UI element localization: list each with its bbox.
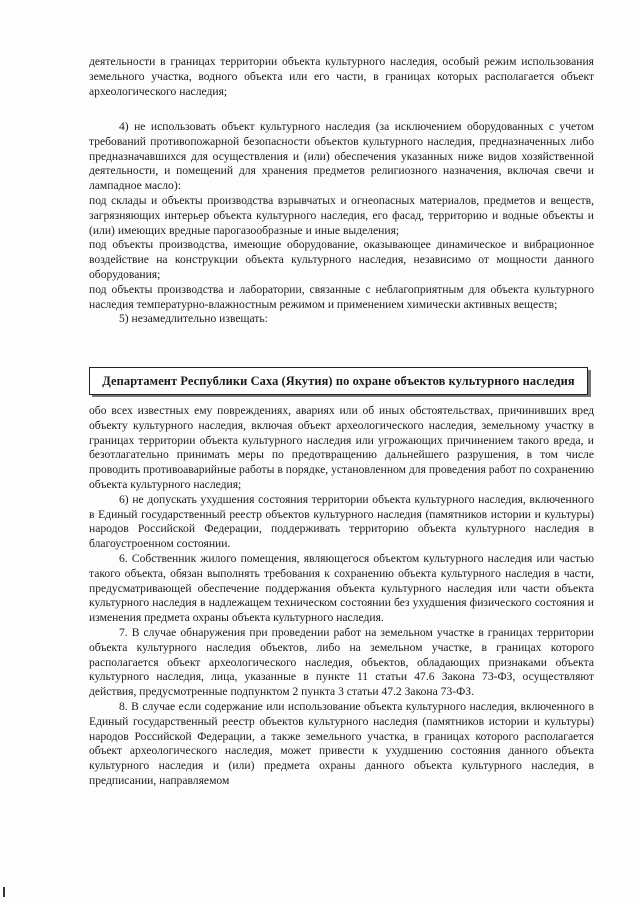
list-item-4-a: под склады и объекты производства взрывчатых и огнеопасных материалов, предметов и веществ, загрязняющих интерьер объекта культурного наследия, его фасад, территорию и водные объекты и (или) имеющих вредные парогазообразные и иные выделения;	[89, 193, 594, 237]
list-item-5: 5) незамедлительно извещать:	[119, 312, 268, 326]
list-item-4-b: под объекты производства, имеющие оборудование, оказывающее динамическое и вибрационное воздействие на конструкции объекта культурного наследия, независимо от мощности данного оборудования;	[89, 238, 594, 281]
list-item-4-c: под объекты производства и лаборатории, связанные с неблагоприятным для объекта культурного наследия температурно-влажностным режимом и применением химически активных веществ;	[89, 282, 594, 311]
text-block-bottom	[89, 404, 594, 789]
paragraph-6: 6. Собственник жилого помещения, являющегося объектом культурного наследия или частью такого объекта, обязан выполнять требования к сохранению объекта культурного наследия в части, предусматривающей обеспечение поддержания объекта культурного наследия или части объекта культурного наследия в надлежащем техническом состоянии без ухудшения физического состояния и изменения предмета охраны объекта культурного наследия.	[89, 551, 594, 625]
paragraph-7: 7. В случае обнаружения при проведении работ на земельном участке в границах территории объекта культурного наследия объектов, либо на земельном участке, в границах которого располагается объект археологического наследия, объектов, обладающих признаками объекта культурного наследия, лица, указанные в пункте 11 статьи 47.6 Закона 73-ФЗ, осуществляют действия, предусмотренные подпунктом 2 пункта 3 статьи 47.2 Закона 73-ФЗ.	[89, 625, 594, 699]
stamp-text: Департамент Республики Саха (Якутия) по охране объектов культурного наследия	[102, 373, 575, 388]
paragraph-8: 8. В случае если содержание или использование объекта культурного наследия, включенного в Единый государственный реестр объектов культурного наследия (памятников истории и культуры) народов Российской Федерации, а также земельного участка, в границах которого располагается объект археологического наследия, может привести к ухудшению состояния данного объекта культурного наследия и (или) предмета охраны данного объекта культурного наследия, в предписании, направляемом	[89, 699, 594, 787]
department-stamp	[89, 367, 588, 395]
text-block-middle	[89, 120, 594, 327]
list-item-6: 6) не допускать ухудшения состояния территории объекта культурного наследия, включенного в Единый государственный реестр объектов культурного наследия (памятников истории и культуры) народов Российской Федерации, поддерживать территорию объекта культурного наследия в благоустроенном состоянии.	[89, 492, 594, 551]
list-item-4: 4) не использовать объект культурного наследия (за исключением оборудованных с учетом требований противопожарной безопасности объектов культурного наследия, предназначенных либо предназначавшихся для осуществления и (или) обеспечения указанных ниже видов хозяйственной деятельности, и помещений для хранения предметов религиозного назначения, включая свечи и лампадное масло):	[89, 120, 594, 193]
scan-margin-mark	[3, 887, 5, 897]
text-block-top	[89, 55, 594, 99]
stamp-shadow-side	[588, 370, 591, 397]
list-item-5-continuation: обо всех известных ему повреждениях, авариях или об иных обстоятельствах, причинивших вред объекту культурного наследия, включая объект археологического наследия, земельному участку в границах территории объекта культурного наследия или угрожающих причинением такого вреда, и безотлагательно принимать меры по предотвращению дальнейшего разрушения, в том числе проводить противоаварийные работы в порядке, установленном для проведения работ по сохранению объекта культурного наследия;	[89, 404, 594, 491]
paragraph-continuation: деятельности в границах территории объекта культурного наследия, особый режим использования земельного участка, водного объекта или его части, в границах которых располагается объект археологического наследия;	[89, 55, 594, 98]
